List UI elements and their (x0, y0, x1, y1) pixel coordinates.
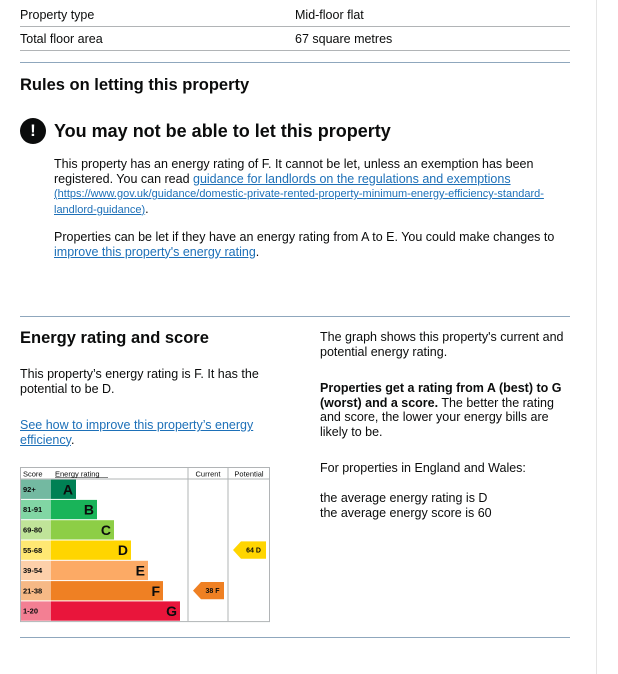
rating-explanation (320, 381, 572, 439)
current-rating-label: 38 F (205, 588, 220, 596)
summary-key: Property type (20, 8, 95, 22)
section-divider (20, 637, 570, 638)
warning-icon: ! (20, 118, 46, 144)
guidance-link[interactable]: guidance for landlords on the regulations and exemptions (193, 171, 511, 186)
letting-heading: Rules on letting this property (20, 76, 250, 94)
england-text: For properties in England and Wales: (320, 461, 526, 475)
letting-text: This property has an energy rating of F. It cannot be let, unless an exemption has been registered. You can read (54, 157, 534, 186)
section-divider (20, 62, 570, 63)
warning-title: You may not be able to let this property (54, 121, 391, 141)
summary-value: Mid-floor flat (295, 8, 364, 22)
band-range-label: 92+ (23, 484, 36, 494)
band-range-label: 55-68 (23, 545, 43, 555)
band-letter: C (100, 521, 111, 538)
band-range-label: 39-54 (23, 566, 43, 576)
average-score: the average energy score is 60 (320, 506, 492, 520)
band-letter: E (135, 562, 145, 579)
header-potential: Potential (234, 469, 264, 479)
chart-markers (193, 541, 266, 599)
band-e-bar (51, 561, 148, 580)
energy-heading: Energy rating and score (20, 329, 209, 347)
rating-explanation-rest: The better the rating and score, the lower your energy bills are likely to be. (320, 395, 554, 439)
graph-description: The graph shows this property's current and potential energy rating. (320, 330, 564, 359)
period: . (70, 432, 75, 447)
improve-paragraph (20, 418, 270, 447)
summary-key: Total floor area (20, 32, 103, 46)
band-letter: B (83, 501, 94, 518)
band-f-bar (51, 581, 163, 600)
chart-bands (21, 480, 180, 621)
band-letter: A (62, 481, 73, 498)
band-range-label: 69-80 (23, 525, 43, 535)
guidance-url[interactable]: (https://www.gov.uk/guidance/domestic-private-rented-property-minimum-energy-efficiency-standard-landlord-guidance) (54, 188, 544, 216)
average-rating: the average energy rating is D (320, 491, 488, 505)
period: . (255, 244, 260, 259)
summary-row-floor-area (20, 26, 570, 51)
letting-text-2: Properties can be let if they have an energy rating from A to E. You could make changes to (54, 230, 555, 244)
header-score: Score (23, 469, 43, 479)
improve-efficiency-link[interactable]: See how to improve this property’s energy efficiency (20, 418, 254, 447)
letting-paragraph-2 (54, 230, 566, 259)
header-current: Current (195, 469, 221, 479)
rating-text: This property’s energy rating is F. It has the potential to be D. (20, 367, 259, 396)
improve-rating-link[interactable]: improve this property's energy rating (54, 244, 256, 259)
summary-row-property-type (20, 2, 570, 27)
letting-paragraph-1 (54, 157, 566, 217)
band-range-label: 81-91 (23, 505, 43, 515)
energy-rating-chart (20, 467, 272, 624)
band-letter: G (166, 603, 177, 620)
header-energy-rating: Energy rating (55, 469, 100, 479)
potential-rating-label: 64 D (246, 547, 261, 555)
summary-value: 67 square metres (295, 32, 393, 46)
band-range-label: 21-38 (23, 586, 43, 596)
page-divider (596, 0, 597, 674)
band-range-label: 1-20 (23, 606, 39, 616)
band-letter: F (151, 582, 160, 599)
rating-explanation-bold: Properties get a rating from A (best) to G (worst) and a score. (320, 381, 562, 410)
section-divider (20, 316, 570, 317)
band-g-bar (51, 601, 180, 620)
period: . (145, 201, 149, 216)
band-letter: D (117, 542, 128, 559)
